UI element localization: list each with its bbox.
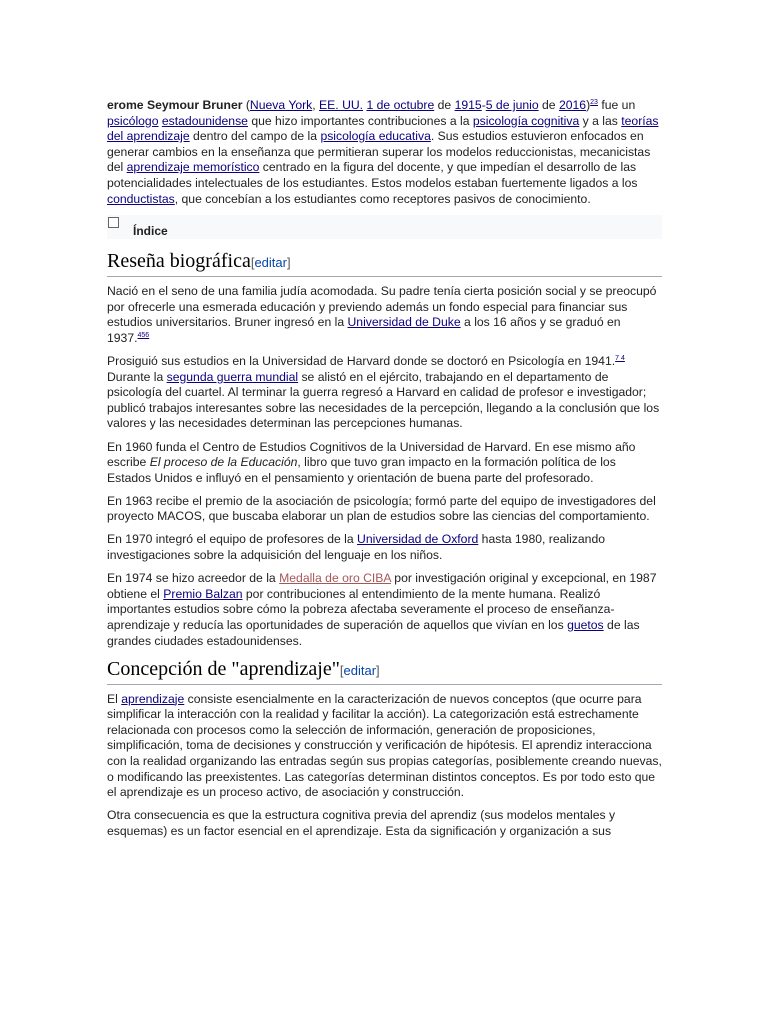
edit-section	[340, 663, 380, 678]
paragraph	[107, 440, 662, 487]
text: por contribuciones al entendimiento de la mente humana. Realizó importantes estudios sobre cómo la pobreza afectaba severamente el proceso de enseñanza-aprendizaje y reducía las oportunidades de superación de aquellos que vivían en los	[107, 586, 615, 632]
reference-link[interactable]: 456	[137, 331, 150, 339]
paragraph	[107, 532, 662, 563]
reference-link[interactable]: 23	[590, 99, 598, 106]
text: . Sus estudios estuvieron enfocados en generar cambios en la enseñanza que permitieran superar los modelos reduccionistas, mecanicistas del	[107, 129, 651, 175]
text: (	[242, 98, 250, 112]
paragraph	[107, 284, 662, 346]
paragraph: Otra consecuencia es que la estructura cognitiva previa del aprendiz (sus modelos mentales y esquemas) es un factor esencial en el aprendizaje. Esta da significación y organización a sus	[107, 808, 616, 838]
edit-link[interactable]: editar	[254, 255, 287, 271]
link-psicologia-cognitiva[interactable]: psicología cognitiva	[472, 113, 580, 128]
text: que hizo importantes contribuciones a la	[247, 113, 473, 128]
text: centrado en la figura del docente, y que impedían el desarrollo de las potencialidades intelectuales de los estudiantes. Estos modelos estaban fuertemente ligados a los	[107, 160, 638, 190]
table-of-contents	[107, 215, 662, 239]
text: de	[434, 98, 455, 112]
link-psicologo[interactable]: psicólogo	[107, 113, 159, 128]
link-universidad-oxford[interactable]: Universidad de Oxford	[357, 532, 479, 547]
toc-toggle-checkbox[interactable]	[108, 217, 119, 228]
paragraph	[107, 692, 662, 801]
subject-name: erome Seymour Bruner	[107, 98, 243, 112]
text: ,	[312, 98, 320, 112]
text: En 1974 se hizo acreedor de la	[107, 571, 280, 586]
text: y a las	[579, 113, 622, 128]
text: consiste esencialmente en la caracterización de nuevos conceptos (que ocurre para simplificar la interacción con la realidad y facilitar la acción). La categorización está estrechamente relacionada con procesos como la selección de información, generación de proposiciones, simplificación, toma de decisiones y construcción y verificación de hipótesis. El aprendiz interacciona con la realidad organizando las entradas según sus propias categorías, posiblemente creando nuevas, o modificando las preexistentes. Las categorías determinan distintos conceptos. Es por todo esto que el aprendizaje es un proceso activo, de asociación y construcción.	[107, 691, 662, 800]
section-heading-aprendizaje	[107, 657, 662, 685]
text: En 1960 funda el Centro de Estudios Cognitivos de la Universidad de Harvard. En ese mismo año escribe	[107, 439, 636, 470]
link-1915[interactable]: 1915	[454, 98, 482, 112]
heading-text: Concepción de "aprendizaje"	[107, 657, 340, 680]
text: fue un	[597, 98, 636, 112]
text: se alistó en el ejército, trabajando en el departamento de psicología del cuartel. Al terminar la guerra regresó a Harvard en calidad de profesor e investigador; publicó trabajos interesantes sobre las necesidades de la percepción, llegando a la conclusión que los valores y las necesidades determinan las percepciones humanas.	[107, 369, 660, 431]
text: por investigación original y excepcional, en 1987 obtiene el	[107, 571, 657, 601]
text: a los 16 años y se graduó en 1937.	[107, 315, 621, 345]
toc-title: Índice	[133, 224, 168, 239]
link-segunda-guerra-mundial[interactable]: segunda guerra mundial	[166, 369, 299, 384]
section-heading-resena	[107, 249, 662, 277]
paragraph	[107, 571, 662, 649]
text: )	[586, 98, 591, 112]
text: Nació en el seno de una familia judía acomodada. Su padre tenía cierta posición social y se preocupó por ofrecerle una esmerada educación y previendo además un fondo especial para financiar sus estudios universitarios. Bruner ingresó en la	[107, 284, 657, 330]
link-nueva-york[interactable]: Nueva York	[249, 98, 313, 112]
link-teorias-aprendizaje[interactable]: teorías del aprendizaje	[107, 113, 659, 144]
text: , que concebían a los estudiantes como receptores pasivos de conocimiento.	[174, 191, 591, 206]
edit-section	[251, 255, 291, 270]
article-content	[107, 98, 662, 847]
paragraph	[107, 354, 662, 432]
heading-text: Reseña biográfica	[107, 250, 251, 273]
link-5-junio[interactable]: 5 de junio	[485, 98, 539, 112]
text: , libro que tuvo gran impacto en la formación política de los Estados Unidos e influyó en el pensamiento y orientación de buena parte del profesorado.	[107, 455, 616, 485]
intro-paragraph	[107, 98, 662, 207]
link-aprendizaje[interactable]: aprendizaje	[121, 691, 185, 706]
text: En 1970 integró el equipo de profesores de la	[107, 532, 358, 547]
link-estadounidense[interactable]: estadounidense	[161, 113, 248, 128]
text: hasta 1980, realizando investigaciones sobre la adquisición del lenguaje en los niños.	[107, 532, 606, 563]
edit-link[interactable]: editar	[343, 662, 377, 678]
bracket: ]	[286, 255, 291, 271]
book-title: El proceso de la Educación	[149, 455, 298, 470]
text: El	[107, 691, 122, 706]
text: de las grandes ciudades estadounidenses.	[107, 617, 640, 648]
text: dentro del campo de la	[189, 129, 321, 144]
text: -	[481, 98, 486, 112]
text: de	[538, 98, 559, 112]
bracket: [	[339, 662, 344, 678]
text: Prosiguió sus estudios en la Universidad de Harvard donde se doctoró en Psicología en 1941.	[107, 354, 616, 369]
link-psicologia-educativa[interactable]: psicología educativa	[320, 129, 431, 144]
link-2016[interactable]: 2016	[558, 98, 587, 112]
link-1-octubre[interactable]: 1 de octubre	[366, 98, 435, 112]
paragraph: En 1963 recibe el premio de la asociación de psicología; formó parte del equipo de investigadores del proyecto MACOS, que buscaba elaborar un plan de estudios sobre las ciencias del comportamiento.	[107, 493, 656, 524]
link-eeuu[interactable]: EE. UU.	[319, 98, 364, 112]
text: Durante la	[107, 369, 167, 384]
reference-link[interactable]: 7 4	[615, 355, 625, 363]
link-conductistas[interactable]: conductistas	[107, 191, 175, 206]
bracket: ]	[376, 662, 380, 678]
link-aprendizaje-memoristico[interactable]: aprendizaje memorístico	[126, 160, 260, 175]
link-universidad-duke[interactable]: Universidad de Duke	[347, 315, 461, 330]
link-medalla-ciba[interactable]: Medalla de oro CIBA	[279, 571, 391, 586]
bracket: [	[250, 255, 255, 271]
link-premio-balzan[interactable]: Premio Balzan	[163, 586, 243, 601]
link-guetos[interactable]: guetos	[567, 617, 604, 632]
